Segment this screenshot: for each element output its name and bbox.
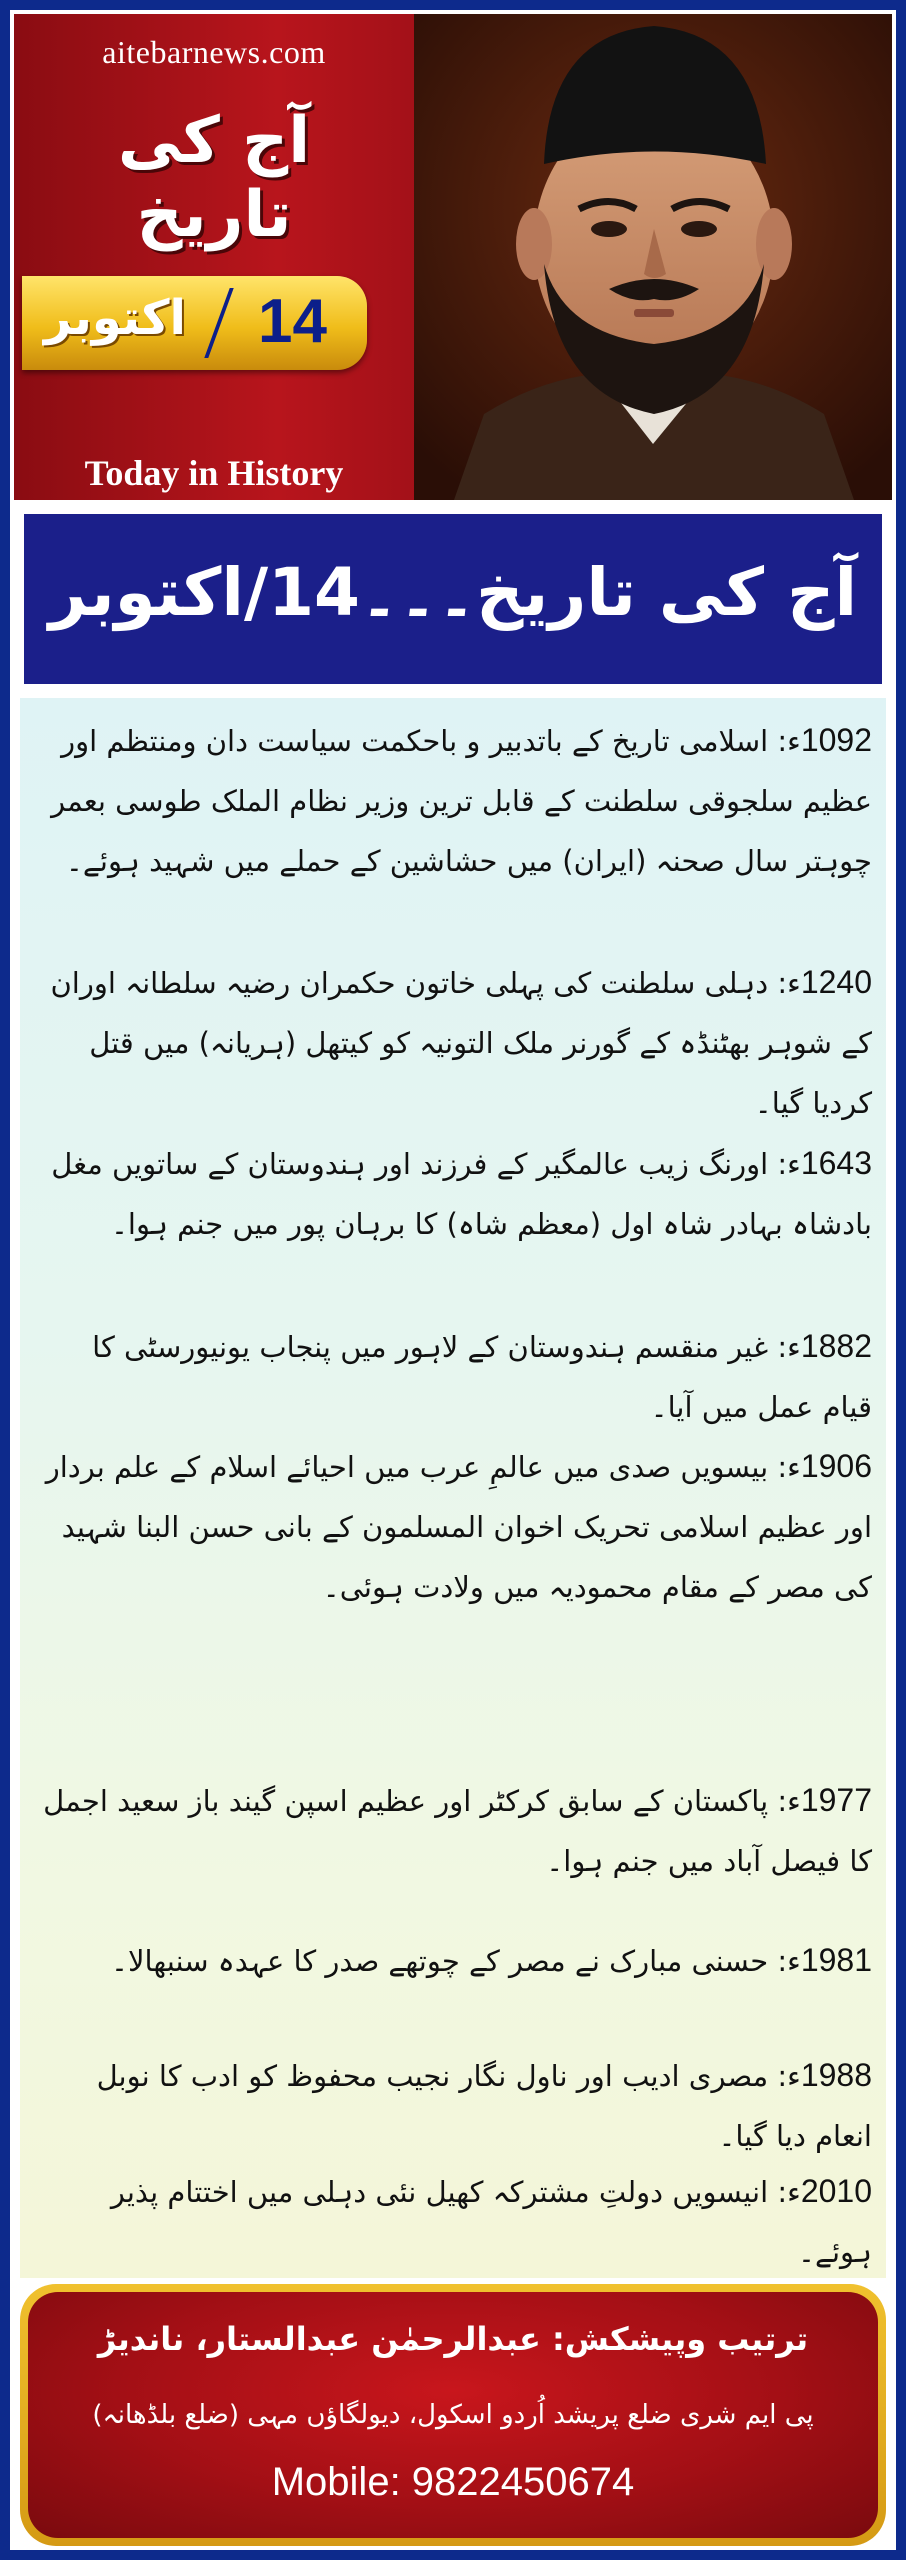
event-text: ء: غیر منقسم ہندوستان کے لاہور میں پنجاب یونیورسٹی کا قیام عمل میں آیا۔ [92,1330,872,1424]
event-year: 1977 [800,1782,872,1818]
date-slash [204,288,233,358]
event-entry [34,2045,872,2166]
title-band [20,510,886,688]
event-text: ء: مصری ادیب اور ناول نگار نجیب محفوظ کو ادب کا نوبل انعام دیا گیا۔ [96,2059,872,2153]
event-text: ء: اسلامی تاریخ کے باتدبیر و باحکمت سیاست دان ومنتظم اور عظیم سلجوقی سلطنت کے قابل ترین وزیر نظام الملک طوسی بعمر چوہتر سال صحنہ (ایران) میں حشاشین کے حملے میں شہید ہوئے۔ [51,724,872,878]
event-text: ء: حسنی مبارک نے مصر کے چوتھے صدر کا عہدہ سنبھالا۔ [111,1944,801,1978]
band-title: آج کی تاریخ۔۔۔14/اکتوبر [48,554,858,631]
mobile-number[interactable]: Mobile: 9822450674 [271,2460,635,2504]
credits-footer [20,2284,886,2546]
event-year: 2010 [800,2173,872,2209]
school-credit: پی ایم شری ضلع پریشد اُردو اسکول، دیولگاؤں مہی (ضلع بلڈھانہ) [92,2400,814,2430]
date-month: اکتوبر [44,290,186,346]
event-text: ء: انیسویں دولتِ مشترکہ کھیل نئی دہلی میں اختتام پذیر ہوئے۔ [110,2175,872,2269]
event-entry [34,1770,872,1891]
today-in-history-label: Today in History [84,453,344,493]
event-year: 1988 [800,2057,872,2093]
date-day: 14 [258,287,327,356]
credits-panel [28,2292,878,2538]
event-entry [34,1316,872,1437]
date-badge [22,276,367,370]
event-entry [34,952,872,1133]
events-list [20,698,886,2278]
event-entry [34,1436,872,1617]
event-text: ء: دہلی سلطنت کی پہلی خاتون حکمران رضیہ سلطانہ اوران کے شوہر بھٹنڈہ کے گورنر ملک التونیہ کو کیتھل (ہریانہ) میں قتل کردیا گیا۔ [50,966,872,1120]
site-url[interactable]: aitebarnews.com [102,34,326,70]
header-banner [14,14,892,500]
event-year: 1906 [800,1448,872,1484]
event-text: ء: اورنگ زیب عالمگیر کے فرزند اور ہندوستان کے ساتویں مغل بادشاہ بہادر شاہ اول (معظم شاہ) کا برہان پور میں جنم ہوا۔ [51,1147,872,1241]
event-year: 1882 [800,1328,872,1364]
event-year: 1643 [800,1145,872,1181]
event-text: ء: بیسویں صدی میں عالمِ عرب میں احیائے اسلام کے علم بردار اور عظیم اسلامی تحریک اخوان المسلمون کے بانی حسن البنا شہید کی مصر کے مقام محمودیہ میں ولادت ہوئی۔ [45,1450,872,1604]
event-year: 1981 [800,1942,872,1978]
event-year: 1092 [800,722,872,758]
event-entry [34,710,872,891]
event-entry [34,2161,872,2282]
header-title: آج کی تاریخ [117,104,311,252]
event-entry [34,1930,872,1991]
event-text: ء: پاکستان کے سابق کرکٹر اور عظیم اسپن گیند باز سعید اجمل کا فیصل آباد میں جنم ہوا۔ [43,1784,872,1878]
event-entry [34,1133,872,1254]
event-year: 1240 [800,964,872,1000]
portrait-photo [414,14,892,500]
compiler-credit: ترتیب وپیشکش: عبدالرحمٰن عبدالستار، ناندیڑ [97,2320,809,2358]
